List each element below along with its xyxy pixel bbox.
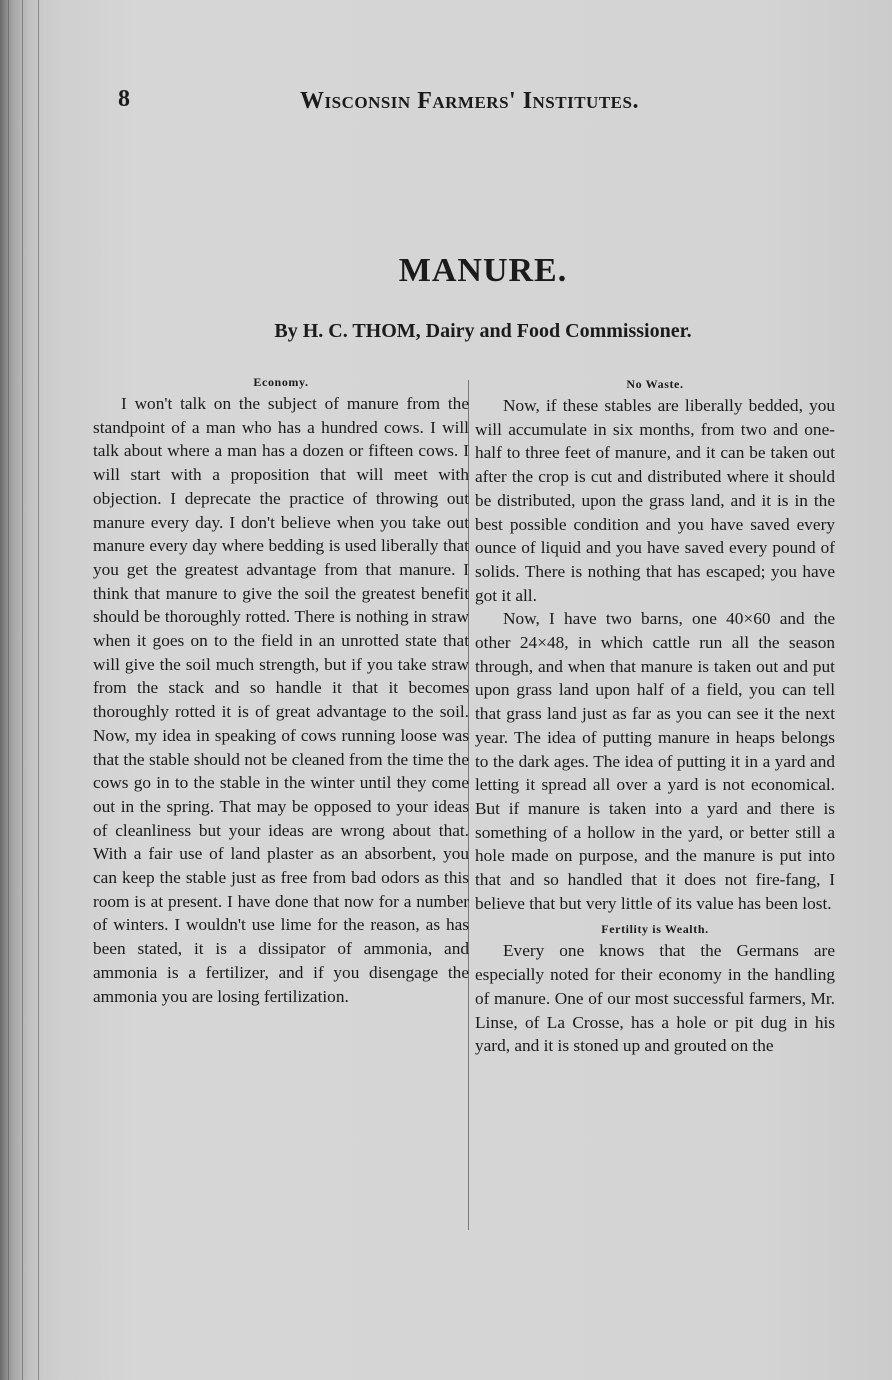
section-heading-no-waste: No Waste. xyxy=(626,377,684,391)
spine-edge-line xyxy=(38,0,39,1380)
paragraph: Now, if these stables are liberally bedded, you will accumulate in six months, from two and one-half to three feet of manure, and it can be taken out after the crop is cut and distributed where it should be distributed, upon the grass land, and it is in the best possible condition and you have saved every ounce of liquid and you have saved every pound of solids. There is nothing that has escaped; you have got it all. xyxy=(475,396,835,605)
spine-edge-line xyxy=(22,0,23,1380)
paragraph: I won't talk on the subject of manure from the standpoint of a man who has a hundred cows. I will talk about where a man has a dozen or fifteen cows. I will start with a proposition that will meet with objection. I deprecate the practice of throwing out manure every day. I don't believe when you take out manure every day where bedding is used liberally that you get the greatest advantage from that manure. I think that manure to give the soil the greatest benefit should be thoroughly rotted. There is nothing in straw when it goes on to the field in an unrotted state that will give the soil much strength, but if you take straw from the stack and so handle it that it becomes thoroughly rotted it is of great advantage to the soil. Now, my idea in speaking of cows running loose was that the stable should not be cleaned from the time the cows go in to the stable in the winter until they come out in the spring. That may be opposed to your ideas of cleanliness but your ideas are wrong about that. With a fair use of land plaster as an absorbent, you can keep the stable just as free from bad odors as this room is at present. I have done that now for a number of winters. I wouldn't use lime for the reason, as has been stated, it is a dissipator of ammonia, and ammonia is a fertilizer, and if you disengage the ammonia you are losing fertilization. xyxy=(93,394,469,1006)
running-head: Wisconsin Farmers' Institutes. xyxy=(300,88,639,114)
article-byline: By H. C. THOM, Dairy and Food Commissioner. xyxy=(274,320,692,342)
paragraph: Now, I have two barns, one 40×60 and the other 24×48, in which cattle run all the season through, and when that manure is taken out and put upon grass land upon half of a field, you can tell that grass land just as far as you can see it the next year. The idea of putting manure in heaps belongs to the dark ages. The idea of putting it in a yard and letting it spread all over a yard is not economical. But if manure is taken into a yard and there is something of a hollow in the yard, or better still a hole made on purpose, and the manure is put into that and so handled that it does not fire-fang, I believe that but very little of its value has been lost. xyxy=(475,609,835,913)
text-column-left xyxy=(93,374,469,1008)
article-title: MANURE. xyxy=(398,252,568,289)
book-spine xyxy=(0,0,46,1380)
section-heading-fertility: Fertility is Wealth. xyxy=(601,922,709,937)
spine-edge-line xyxy=(8,0,9,1380)
section-heading-economy: Economy. xyxy=(253,375,309,389)
paragraph: Every one knows that the Germans are especially noted for their economy in the handling of manure. One of our most successful farmers, Mr. Linse, of La Crosse, has a hole or pit dug in his yard, and it is stoned up and grouted on the xyxy=(475,941,835,1056)
text-column-right xyxy=(475,376,835,1058)
page-number: 8 xyxy=(118,86,130,112)
